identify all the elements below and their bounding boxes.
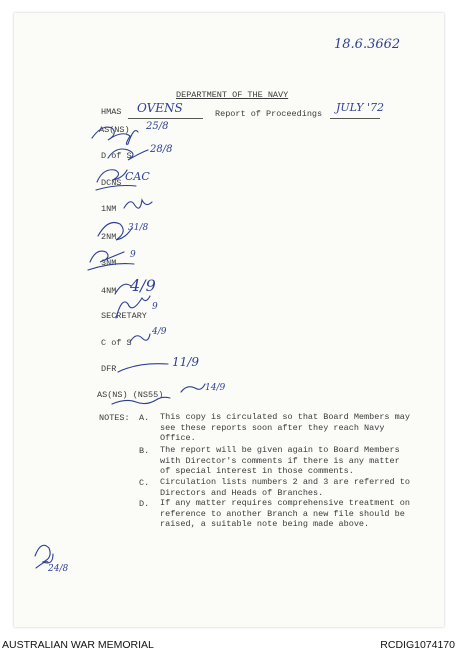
routing-label-secretary: SECRETARY [101,311,147,321]
ref-number: 18.6.3662 [334,37,401,52]
routing-label-2nm: 2NM [101,232,117,242]
report-period: JULY '72 [336,101,385,114]
note-a-letter: A. [139,413,150,423]
routing-label-1nm: 1NM [101,204,117,214]
ship-name: OVENS [137,101,183,115]
routing-annotation-dcns: CAC [125,170,150,183]
hmas-label: HMAS [101,107,122,117]
routing-label-cofs: C of S [101,338,132,348]
routing-annotation-asns: 25/8 [146,121,169,132]
note-c-letter: C. [139,478,150,488]
routing-label-dofs: D of S [101,151,132,161]
note-d-text: If any matter requires comprehensive treatment on reference to another Branch a new file should be raised, a suitable note being made above. [160,498,410,529]
note-b-text: The report will be given again to Board Members with Director's comments if there is any matter of special interest in those comments. [160,445,400,476]
routing-label-dcns: DCNS [101,178,122,188]
routing-annotation-cofs: 4/9 [152,327,167,337]
routing-label-asns: AS(NS) [99,125,130,135]
department-title: DEPARTMENT OF THE NAVY [176,90,289,100]
routing-annotation-4nm: 4/9 [130,276,156,295]
routing-label-3nm: 3NM [101,258,117,268]
note-c-text: Circulation lists numbers 2 and 3 are referred to Directors and Heads of Branches. [160,477,410,498]
note-d-letter: D. [139,499,150,509]
routing-annotation-3nm: 9 [130,250,136,260]
routing-annotation-ns55: 14/9 [205,383,226,393]
footer-source: AUSTRALIAN WAR MEMORIAL [2,639,154,651]
note-b-letter: B. [139,446,150,456]
notes-label: NOTES: [99,413,130,423]
routing-annotation-secretary: 9 [152,302,158,312]
routing-label-dfr: DFR [101,364,117,374]
footer-id: RCDIG1074170 [380,639,455,651]
note-a-text: This copy is circulated so that Board Members may see these reports soon after they reach Navy Office. [160,412,410,443]
routing-annotation-dofs: 28/8 [150,144,173,155]
report-label: Report of Proceedings [215,109,323,119]
routing-label-asns-ns55: AS(NS) (NS55) [97,390,164,400]
routing-annotation-2nm: 31/8 [128,223,149,233]
routing-label-4nm: 4NM [101,286,117,296]
routing-annotation-dfr: 11/9 [172,355,199,369]
bottom-annotation: 24/8 [48,564,69,574]
